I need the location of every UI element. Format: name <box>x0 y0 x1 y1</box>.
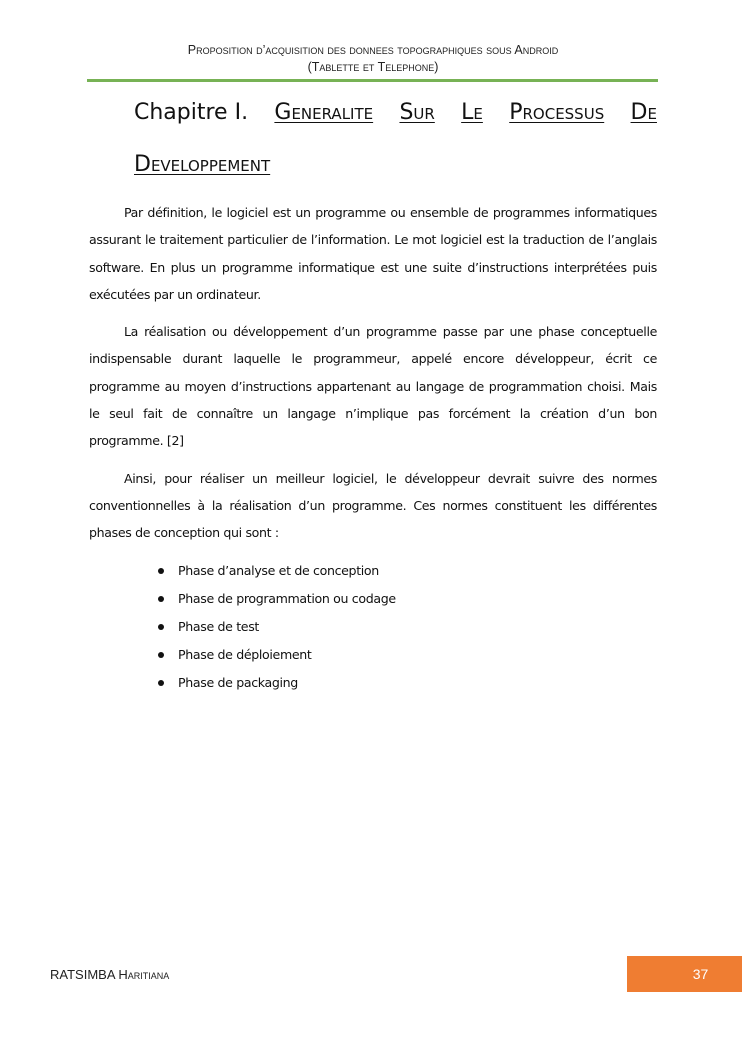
chapter-title-word: Processus <box>509 100 605 125</box>
chapter-title-word: Developpement <box>134 152 271 177</box>
footer-author: RATSIMBA Haritiana <box>50 967 170 982</box>
chapter-title-word: Le <box>461 100 483 125</box>
paragraph-definition: Par définition, le logiciel est un programme ou ensemble de programmes informatiques assurant le traitement particulier de l’information. Le mot logiciel est la traduction de l’anglais software. En plus un programme informatique est une suite d’instructions interprétées puis exécutées par un ordinateur. <box>89 205 657 302</box>
bullet-icon <box>158 680 164 686</box>
bullet-icon <box>158 652 164 658</box>
bullet-icon <box>158 568 164 574</box>
list-item <box>89 585 657 613</box>
list-item <box>89 613 657 641</box>
chapter-body <box>89 199 657 697</box>
phase-label: Phase de déploiement <box>178 646 312 662</box>
header-divider <box>87 79 658 82</box>
chapter-heading-line-1 <box>134 100 657 138</box>
chapter-title-word: Sur <box>399 100 435 125</box>
chapter-title-word: De <box>630 100 657 125</box>
phase-label: Phase de programmation ou codage <box>178 590 396 606</box>
page-number-badge: 37 <box>627 956 742 992</box>
paragraph-phases-intro: Ainsi, pour réaliser un meilleur logiciel, le développeur devrait suivre des normes conventionnelles à la réalisation d’un programme. Ces normes constituent les différentes phases de conception qui sont : <box>89 470 657 541</box>
running-header <box>88 42 658 76</box>
phase-label: Phase de test <box>178 618 259 634</box>
bullet-icon <box>158 596 164 602</box>
list-item <box>89 641 657 669</box>
list-item <box>89 557 657 585</box>
chapter-label: Chapitre I. <box>134 100 249 125</box>
list-item <box>89 669 657 697</box>
header-title-line-2: (Tablette et Telephone) <box>307 60 439 74</box>
phase-label: Phase de packaging <box>178 674 298 690</box>
chapter-heading-line-2 <box>134 152 657 182</box>
chapter-title-word: Generalite <box>274 100 374 125</box>
paragraph-development: La réalisation ou développement d’un programme passe par une phase conceptuelle indispensable durant laquelle le programmeur, appelé encore développeur, écrit ce programme au moyen d’instructions appartenant au langage de programmation choisi. Mais le seul fait de connaître un langage n’implique pas forcément la création d’un bon programme. [2] <box>89 324 657 449</box>
phase-label: Phase d’analyse et de conception <box>178 562 379 578</box>
header-title-line-1: Proposition d’acquisition des donnees topographiques sous Android <box>187 43 559 57</box>
phases-list <box>89 557 657 697</box>
chapter-heading <box>134 100 657 182</box>
bullet-icon <box>158 624 164 630</box>
